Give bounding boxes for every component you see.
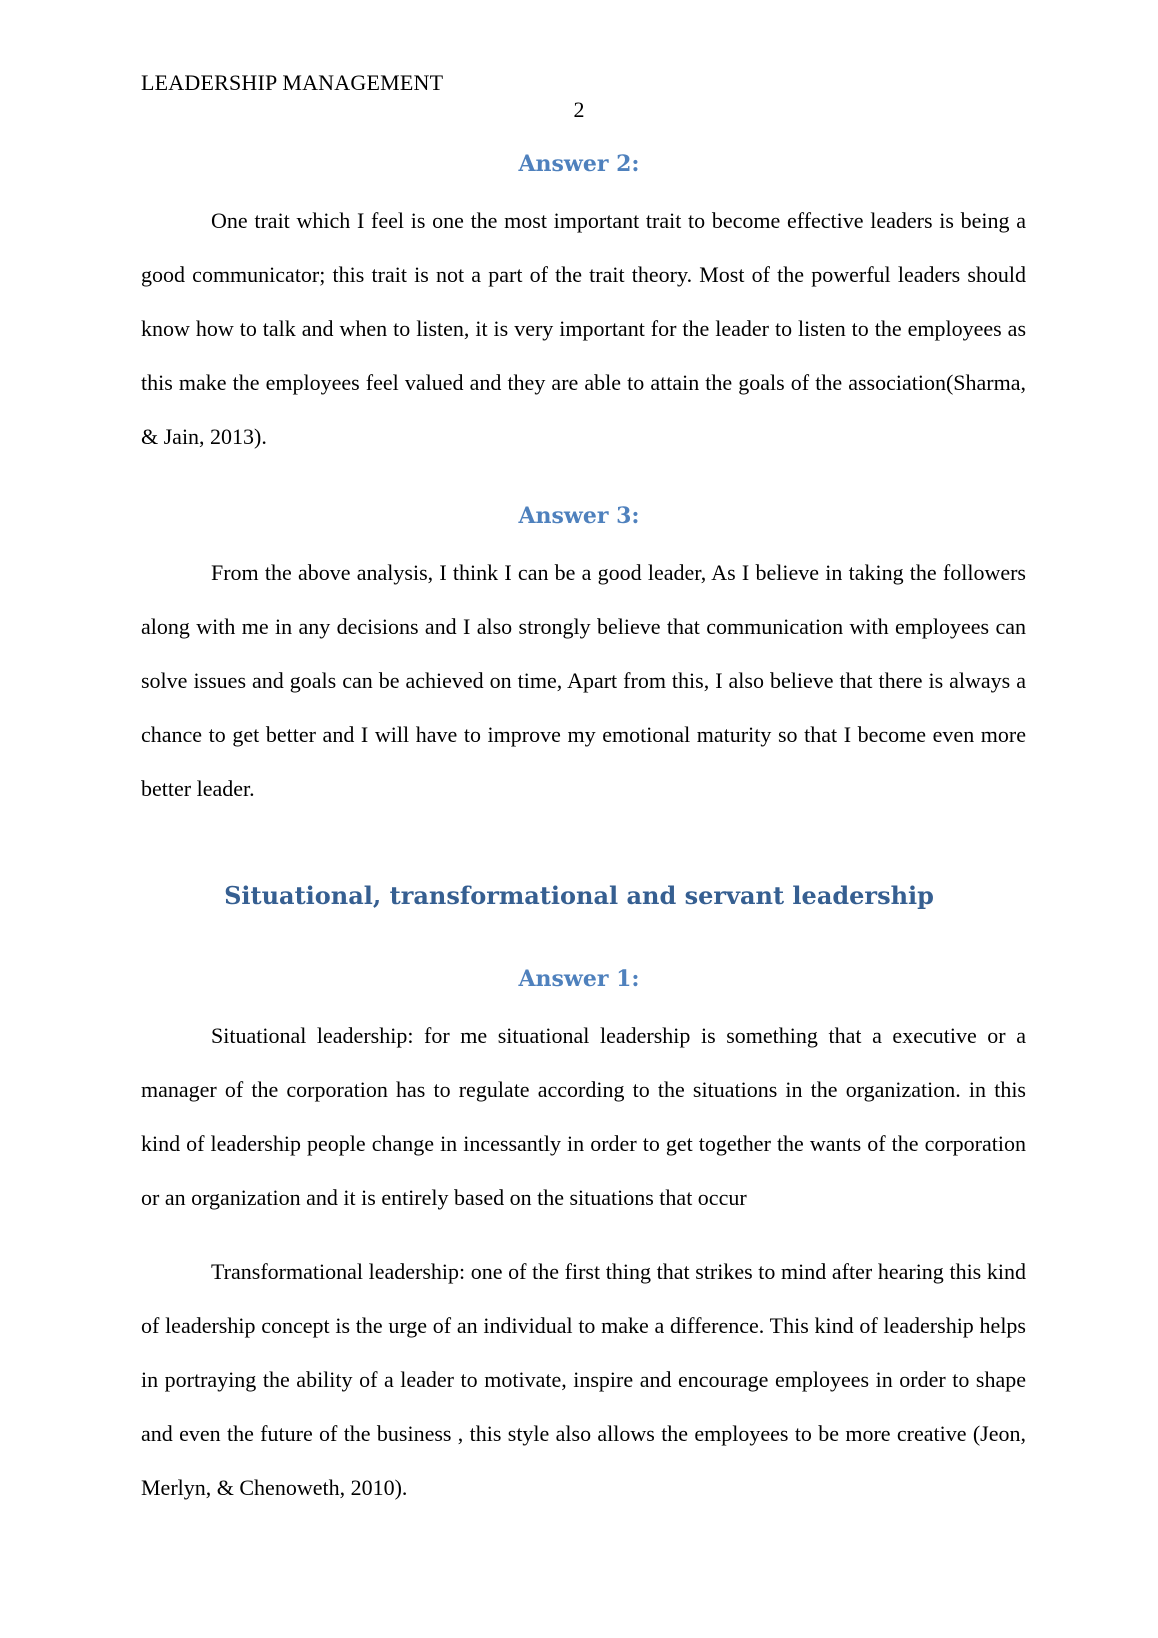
answer-3-paragraph: From the above analysis, I think I can be a good leader, As I believe in taking the followers along with me in any decisions and I also strongly believe that communication with employees can solve issues and goals can be achieved on time, Apart from this, I also believe that there is always a chance to get better and I will have to improve my emotional maturity so that I become even more better leader. (141, 560, 1026, 801)
answer-3-heading: Answer 3: (518, 503, 640, 529)
page-number: 2 (573, 97, 585, 122)
transformational-leadership-paragraph: Transformational leadership: one of the first thing that strikes to mind after hearing this kind of leadership concept is the urge of an individual to make a difference. This kind of leadership helps in portraying the ability of a leader to motivate, inspire and encourage employees in order to shape and even the future of the business , this style also allows the employees to be more creative (Jeon, Merlyn, & Chenoweth, 2010). (141, 1259, 1026, 1500)
answer-2-heading: Answer 2: (518, 151, 640, 177)
situational-leadership-paragraph: Situational leadership: for me situational leadership is something that a executive or a manager of the corporation has to regulate according to the situations in the organization. in this kind of leadership people change in incessantly in order to get together the wants of the corporation or an organization and it is entirely based on the situations that occur (141, 1023, 1026, 1210)
section-title: Situational, transformational and servant leadership (224, 881, 934, 910)
answer-2-paragraph: One trait which I feel is one the most important trait to become effective leaders is being a good communicator; this trait is not a part of the trait theory. Most of the powerful leaders should know how to talk and when to listen, it is very important for the leader to listen to the employees as this make the employees feel valued and they are able to attain the goals of the association(Sharma, & Jain, 2013). (141, 208, 1026, 449)
running-head: LEADERSHIP MANAGEMENT (141, 70, 444, 95)
answer-1-heading: Answer 1: (518, 966, 640, 992)
